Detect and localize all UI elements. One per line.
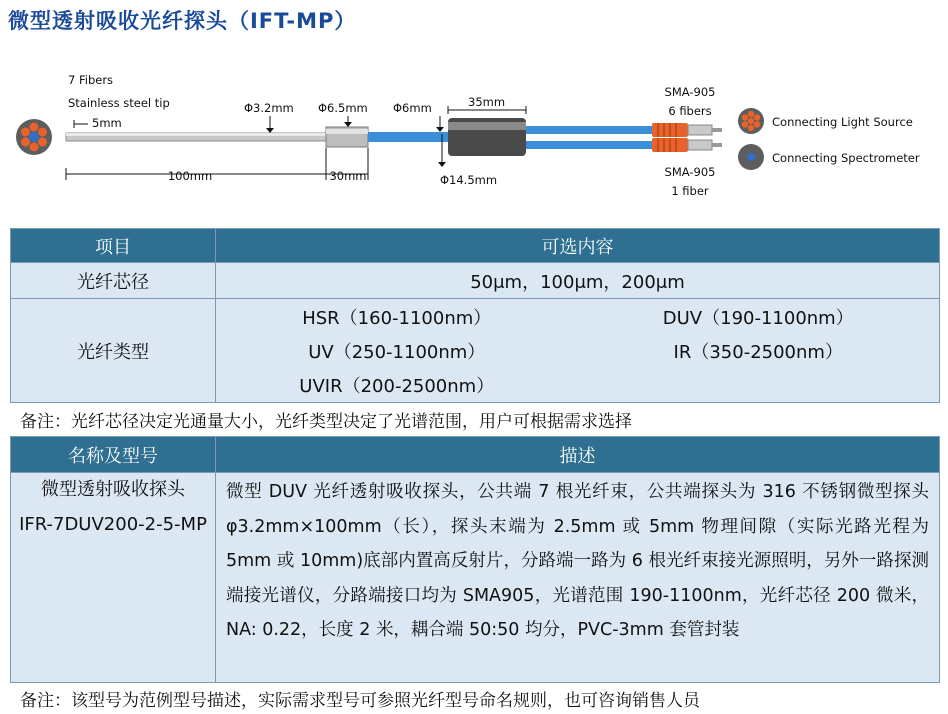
model-table: [10, 436, 940, 683]
type-label: 光纤类型: [11, 299, 216, 403]
sma-connector-source: [652, 123, 722, 137]
d3-label: Φ6mm: [393, 101, 432, 115]
header-item: 项目: [11, 229, 216, 263]
cable: [368, 132, 448, 142]
sma-bot-1: SMA-905: [664, 165, 716, 179]
type-uvir: UVIR（200-2500nm）: [299, 375, 495, 397]
d4-label: Φ14.5mm: [440, 173, 498, 187]
options-table: [10, 228, 940, 403]
type-uv: UV（250-1100nm）: [308, 341, 486, 363]
sma-bot-2: 1 fiber: [671, 184, 709, 198]
cable-leg-spectrometer: [526, 141, 652, 149]
d1-label: Φ3.2mm: [244, 101, 294, 115]
note-2: 备注：该型号为范例型号描述，实际需求型号可参照光纤型号命名规则，也可咨询销售人员: [20, 691, 700, 711]
model-code: IFR-7DUV200-2-5-MP: [19, 513, 207, 535]
type-hsr: HSR（160-1100nm）: [302, 307, 492, 329]
cable-leg-source: [526, 126, 652, 134]
type-duv: DUV（190-1100nm）: [662, 307, 854, 329]
d2-label: Φ6.5mm: [318, 101, 368, 115]
description-cell: [216, 473, 940, 683]
model-description: 微型 DUV 光纤透射吸收探头，公共端 7 根光纤束，公共端探头为 316 不锈钢微型探头φ3.2mm×100mm（长），探头末端为 2.5mm 或 5mm 物理间隙（实际光路光程为 5mm 或 10mm)底部内置高反射片，分路端一路为 6 根光纤束接光源照明，另外一路探测端接光谱仪，分路端接口均为 SMA905，光谱范围 190-1100nm，光纤芯径 200 微米，NA: 0.22，长度 2 米，耦合端 50:50 均分，PVC-3mm 套管封装: [226, 482, 929, 640]
sma-top-2: 6 fibers: [668, 104, 712, 118]
gap-label: 5mm: [92, 116, 122, 130]
note-1: 备注：光纤芯径决定光通量大小，光纤类型决定了光谱范围，用户可根据需求选择: [20, 412, 632, 432]
fibers-label: 7 Fibers: [68, 73, 114, 87]
sma-top-1: SMA-905: [664, 85, 716, 99]
probe-diagram: [0, 40, 948, 220]
header-description: 描述: [216, 437, 940, 473]
light-source-icon: [738, 108, 764, 134]
type-list: [216, 299, 940, 403]
page-title: 微型透射吸收光纤探头（IFT-MP）: [8, 9, 357, 33]
model-cell: [11, 473, 216, 683]
core-value: 50μm，100μm，200μm: [216, 263, 940, 299]
fiber-bundle-icon: [16, 119, 52, 155]
core-label: 光纤芯径: [11, 263, 216, 299]
type-ir: IR（350-2500nm）: [673, 341, 843, 363]
len35-label: 35mm: [468, 95, 506, 109]
sma-connector-spectrometer: [652, 138, 722, 152]
len30-label: 30mm: [329, 169, 367, 183]
tip-label: Stainless steel tip: [68, 96, 170, 110]
len100-label: 100mm: [167, 169, 213, 183]
header-name: 名称及型号: [11, 437, 216, 473]
spectrometer-icon: [738, 144, 764, 170]
model-name: 微型透射吸收探头: [41, 479, 185, 500]
legend-spec-label: Connecting Spectrometer: [772, 151, 920, 165]
legend-light-label: Connecting Light Source: [772, 115, 913, 129]
header-options: 可选内容: [216, 229, 940, 263]
